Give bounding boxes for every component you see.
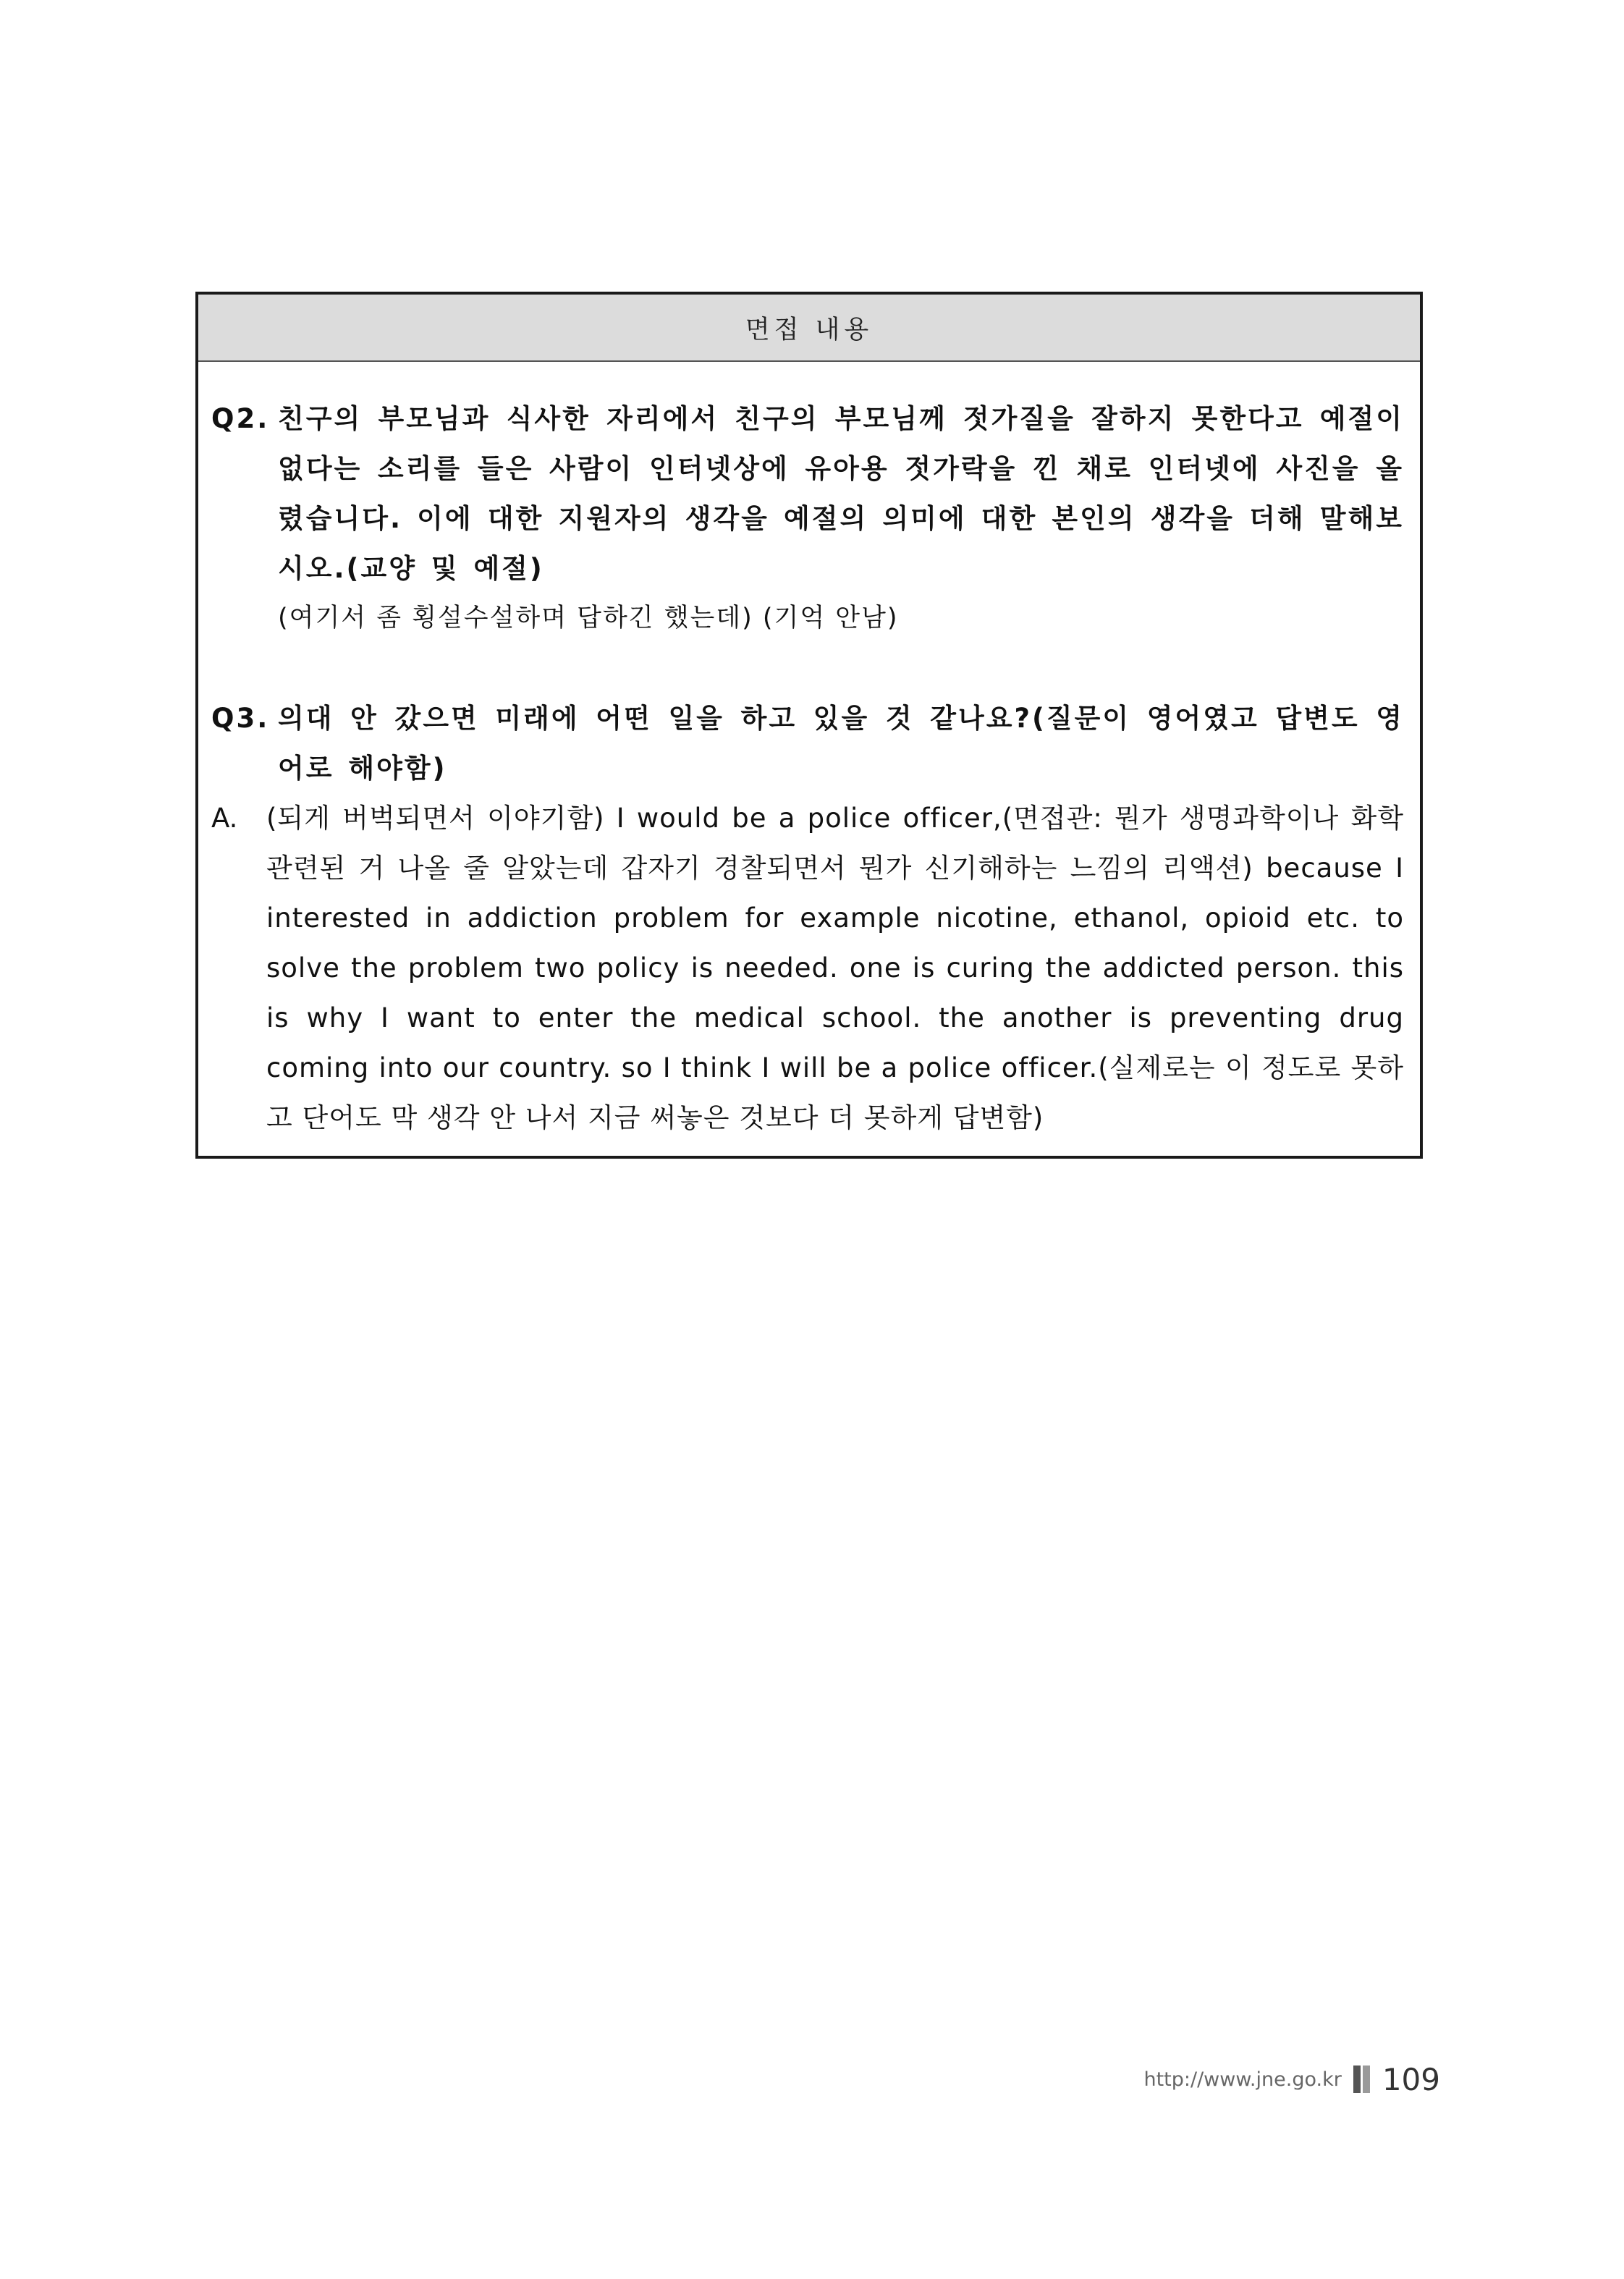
question-2-note: (여기서 좀 횡설수설하며 답하긴 했는데) (기억 안남) <box>278 604 899 633</box>
footer-url: http://www.jne.go.kr <box>1143 2068 1342 2091</box>
answer-3 <box>211 793 1404 1143</box>
question-3-text: 의대 안 갔으면 미래에 어떤 일을 하고 있을 것 같나요?(질문이 영어였고 답변도 영어로 해야함) <box>278 703 1404 784</box>
question-3 <box>211 693 1404 793</box>
answer-3-text: (되게 버벅되면서 이야기함) I would be a police officer,(면접관: 뭔가 생명과학이나 화학 관련된 거 나올 줄 알았는데 갑자기 경찰되면서 뭔가 신기해하는 느낌의 리액션) because I interested in addiction problem for example nicotine, ethanol, opioid etc. to solve the problem two policy is needed. one is curing the addicted person. this is why I want to enter the medical school. the another is preventing drug coming into our country. so I think I will be a police officer.(실제로는 이 정도로 못하고 단어도 막 생각 안 나서 지금 써놓은 것보다 더 못하게 답변함) <box>266 803 1404 1133</box>
question-2-label: Q2. <box>211 403 270 434</box>
question-2-text: 친구의 부모님과 식사한 자리에서 친구의 부모님께 젓가질을 잘하지 못한다고 예절이 없다는 소리를 들은 사람이 인터넷상에 유아용 젓가락을 낀 채로 인터넷에 사진을 올렸습니다. 이에 대한 지원자의 생각을 예절의 의미에 대한 본인의 생각을 더해 말해보시오.(교양 및 예절) <box>278 403 1404 584</box>
footer-bar-light <box>1363 2066 1370 2093</box>
page-footer <box>1129 2059 1440 2100</box>
page-number: 109 <box>1382 2061 1440 2097</box>
footer-bar-dark <box>1353 2066 1361 2093</box>
box-body <box>198 362 1420 1143</box>
answer-3-label: A. <box>211 803 238 834</box>
question-2 <box>211 394 1404 593</box>
interview-content-box <box>195 292 1423 1159</box>
spacer <box>211 643 1404 693</box>
question-3-label: Q3. <box>211 703 270 734</box>
footer-bar-icon <box>1353 2066 1372 2093</box>
box-header: 면접 내용 <box>198 295 1420 362</box>
